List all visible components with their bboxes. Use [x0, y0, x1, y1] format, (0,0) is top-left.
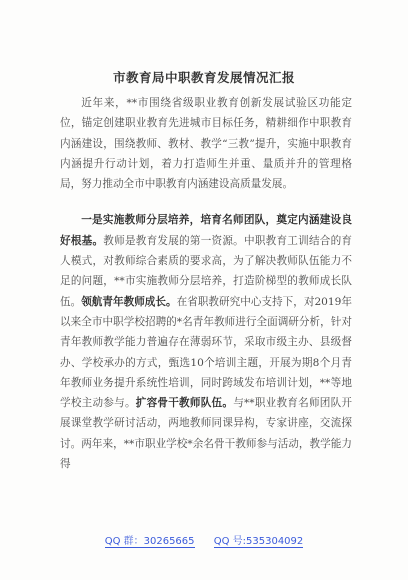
qq-group: QQ 群：30265665 — [104, 536, 195, 547]
subheading-backbone-teachers: 扩容骨干教师队伍。 — [135, 397, 234, 410]
section-one-text-a: 教师是教育发展的第一资源。中职教育工训结合的育人模式，对教师综合素质的要求高，为了解决教师队伍能力不足的问题，**市实施教师分层培养，打造阶梯型的教师成长队伍。 — [60, 234, 353, 308]
footer-contact — [0, 532, 408, 547]
section-one-paragraph — [60, 210, 352, 474]
section-one-heading: 一是实施教师分层培养，培育名师团队，奠定内涵建设良好根基。 — [60, 214, 352, 247]
section-one-text-b: 在省职教研究中心支持下，对2019年以来全市中职学校招聘的*名青年教师进行全面调研分析，针对青年教师教学能力普遍存在薄弱环节，采取市级主办、县级督办、学校承办的方式，甄选10个培训主题，开展为期8个月青年教师业务提升系统性培训，同时跨域发布培训计划，**等地学校主动参与。 — [60, 295, 353, 410]
section-one-text-c: 与**职业教育名师团队开展课堂教学研讨活动，两地教师同课异构，专家讲座，交流探讨。两年来，**市职业学校*余名骨干教师参与活动，教学能力得 — [60, 397, 353, 471]
qq-number: QQ 号:535304092 — [213, 536, 304, 547]
page-title: 市教育局中职教育发展情况汇报 — [112, 70, 295, 85]
document-body — [60, 93, 352, 474]
intro-paragraph: 近年来，**市围绕省级职业教育创新发展试验区功能定位，锚定创建职业教育先进城市目标任务，精耕细作中职教育内涵建设，围绕教师、教材、教学“三教”提升，实施中职教育内涵提升行动计划，着力打造师生并重、量质并升的管理格局，努力推动全市中职教育内涵建设高质量发展。 — [60, 97, 352, 191]
subheading-young-teachers: 领航青年教师成长。 — [81, 295, 177, 308]
